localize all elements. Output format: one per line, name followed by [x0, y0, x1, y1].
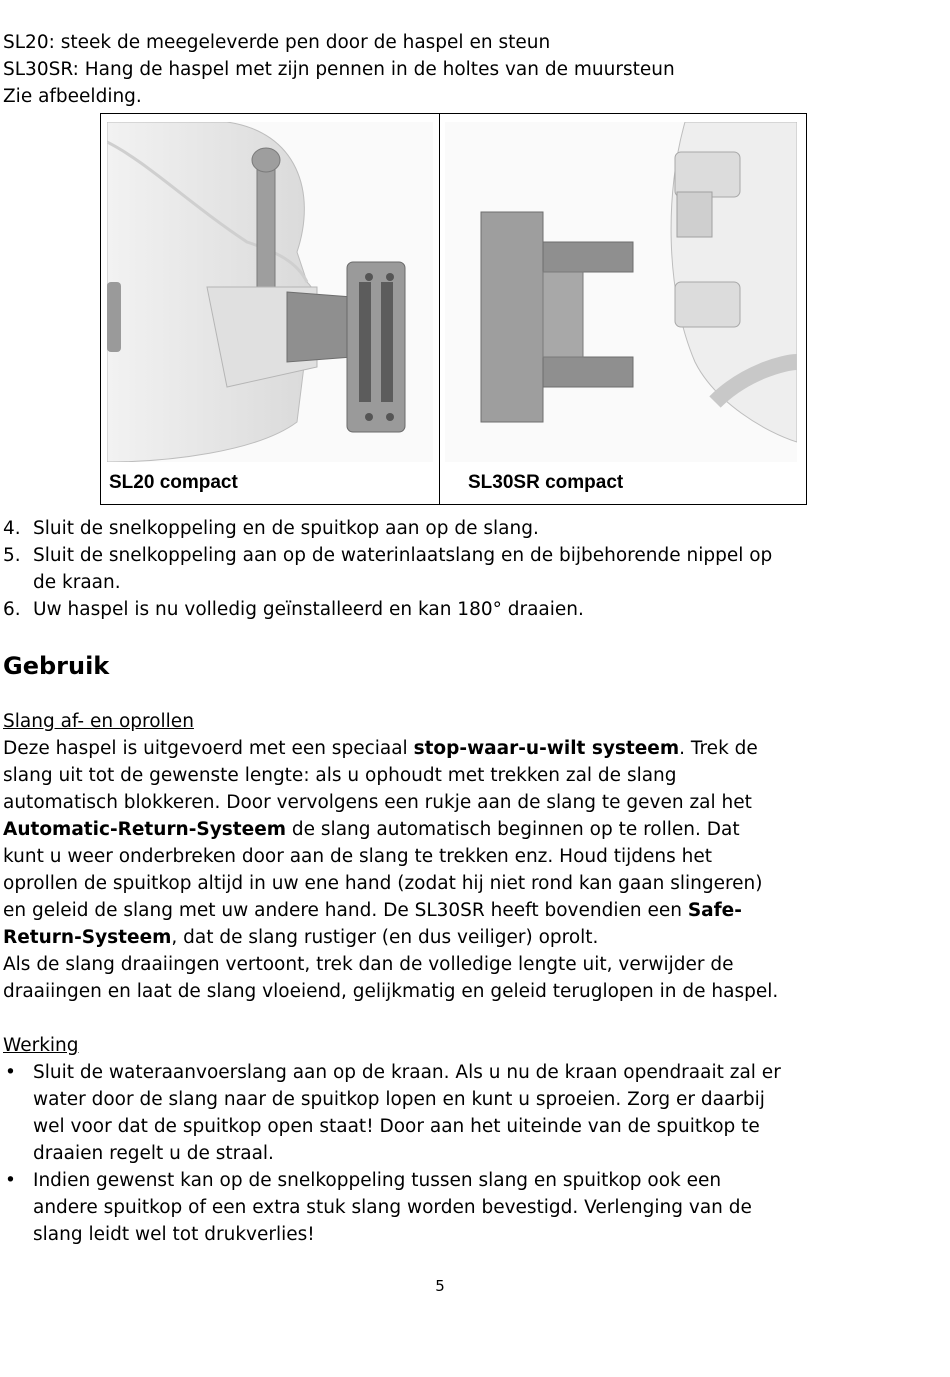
- subsection-title: Slang af- en oprollen: [3, 711, 194, 732]
- step-text: Sluit de snelkoppeling en de spuitkop aan op de slang.: [33, 518, 539, 539]
- bullet-text: wel voor dat de spuitkop open staat! Door aan het uiteinde van de spuitkop te: [33, 1116, 760, 1137]
- step-number: 5.: [3, 545, 21, 566]
- step-text: de kraan.: [33, 572, 121, 593]
- paragraph-line: Return-Systeem, dat de slang rustiger (en dus veiliger) oprolt.: [3, 927, 599, 948]
- step-number: 6.: [3, 599, 21, 620]
- step-text: Uw haspel is nu volledig geïnstalleerd en kan 180° draaien.: [33, 599, 584, 620]
- bullet-text: Sluit de wateraanvoerslang aan op de kraan. Als u nu de kraan opendraait zal er: [33, 1062, 781, 1083]
- step-text: Sluit de snelkoppeling aan op de waterinlaatslang en de bijbehorende nippel op: [33, 545, 773, 566]
- intro-line: SL20: steek de meegeleverde pen door de haspel en steun: [3, 32, 551, 53]
- bullet-text: andere spuitkop of een extra stuk slang worden bevestigd. Verlenging van de: [33, 1197, 752, 1218]
- sl20-reel-illustration: [107, 122, 433, 462]
- paragraph-line: Deze haspel is uitgevoerd met een speciaal stop-waar-u-wilt systeem. Trek de: [3, 738, 758, 759]
- bullet-text: Indien gewenst kan op de snelkoppeling tussen slang en spuitkop ook een: [33, 1170, 722, 1191]
- paragraph-line: automatisch blokkeren. Door vervolgens een rukje aan de slang te geven zal het: [3, 792, 752, 813]
- paragraph-line: slang uit tot de gewenste lengte: als u ophoudt met trekken zal de slang: [3, 765, 677, 786]
- sl30sr-reel-illustration: [445, 122, 797, 462]
- bullet-icon: •: [5, 1062, 16, 1083]
- paragraph-line: kunt u weer onderbreken door aan de slang te trekken enz. Houd tijdens het: [3, 846, 712, 867]
- bullet-text: draaien regelt u de straal.: [33, 1143, 274, 1164]
- subsection-title: Werking: [3, 1035, 79, 1056]
- mounting-figure: [100, 113, 807, 505]
- paragraph-line: Automatic-Return-Systeem de slang automatisch beginnen op te rollen. Dat: [3, 819, 740, 840]
- bullet-text: water door de slang naar de spuitkop lopen en kunt u sproeien. Zorg er daarbij: [33, 1089, 765, 1110]
- intro-line: SL30SR: Hang de haspel met zijn pennen in de holtes van de muursteun: [3, 59, 675, 80]
- sl20-caption: SL20 compact: [109, 472, 238, 493]
- bullet-icon: •: [5, 1170, 16, 1191]
- section-heading: Gebruik: [3, 652, 110, 680]
- paragraph-line: draaiingen en laat de slang vloeiend, gelijkmatig en geleid teruglopen in de haspel.: [3, 981, 779, 1002]
- paragraph-line: en geleid de slang met uw andere hand. De SL30SR heeft bovendien een Safe-: [3, 900, 742, 921]
- intro-line: Zie afbeelding.: [3, 86, 142, 107]
- paragraph-line: oprollen de spuitkop altijd in uw ene hand (zodat hij niet rond kan gaan slingeren): [3, 873, 763, 894]
- paragraph-line: Als de slang draaiingen vertoont, trek dan de volledige lengte uit, verwijder de: [3, 954, 734, 975]
- bullet-text: slang leidt wel tot drukverlies!: [33, 1224, 315, 1245]
- sl30sr-caption: SL30SR compact: [468, 472, 624, 493]
- page-number: 5: [435, 1277, 445, 1295]
- figure-divider: [439, 114, 440, 504]
- step-number: 4.: [3, 518, 21, 539]
